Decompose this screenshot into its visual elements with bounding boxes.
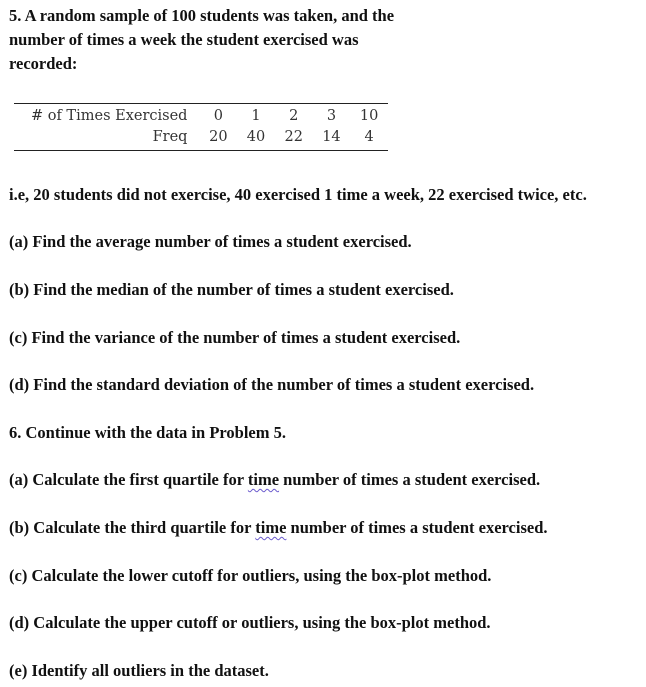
problem-6-heading: 6. Continue with the data in Problem 5. (9, 423, 287, 442)
times-value: 3 (326, 107, 337, 124)
freq-label: Freq (152, 128, 188, 145)
times-exercised-label: # of Times Exercised (30, 107, 188, 124)
problem-6e: (e) Identify all outliers in the dataset. (9, 661, 269, 680)
freq-value: 20 (209, 128, 228, 145)
frequency-table-grid (14, 105, 388, 147)
freq-value: 14 (322, 128, 341, 145)
problem-6a-text-start: (a) Calculate the first quartile for (9, 470, 248, 489)
times-value: 10 (359, 107, 379, 124)
freq-value: 4 (364, 128, 374, 145)
freq-value: 22 (284, 128, 303, 145)
problem-6a (9, 470, 540, 490)
times-exercised-row (14, 105, 388, 126)
freq-value: 40 (246, 128, 266, 145)
problem-6c: (c) Calculate the lower cutoff for outliers, using the box-plot method. (9, 566, 492, 585)
spellcheck-flagged-word: time (247, 470, 280, 489)
freq-row (14, 126, 388, 147)
explanation-text: i.e, 20 students did not exercise, 40 exercised 1 time a week, 22 exercised twice, etc. (9, 185, 587, 204)
problem-6b-text-start: (b) Calculate the third quartile for (9, 518, 256, 537)
problem-5d: (d) Find the standard deviation of the number of times a student exercised. (9, 375, 535, 394)
frequency-table (14, 103, 388, 151)
problem-6d: (d) Calculate the upper cutoff or outliers, using the box-plot method. (9, 613, 491, 632)
problem-5c: (c) Find the variance of the number of times a student exercised. (9, 328, 461, 347)
times-value: 2 (289, 107, 299, 124)
problem-6b (9, 518, 548, 538)
spellcheck-flagged-word: time (255, 518, 287, 537)
times-value: 0 (213, 107, 223, 124)
problem-5-intro: 5. A random sample of 100 students was taken, and the number of times a week the student exercised was recorded: (9, 6, 395, 73)
problem-6b-text-end: number of times a student exercised. (286, 518, 548, 537)
problem-5b: (b) Find the median of the number of times a student exercised. (9, 280, 454, 299)
times-value: 1 (251, 107, 261, 124)
problem-6a-text-end: number of times a student exercised. (279, 470, 541, 489)
problem-5a: (a) Find the average number of times a student exercised. (9, 232, 412, 251)
